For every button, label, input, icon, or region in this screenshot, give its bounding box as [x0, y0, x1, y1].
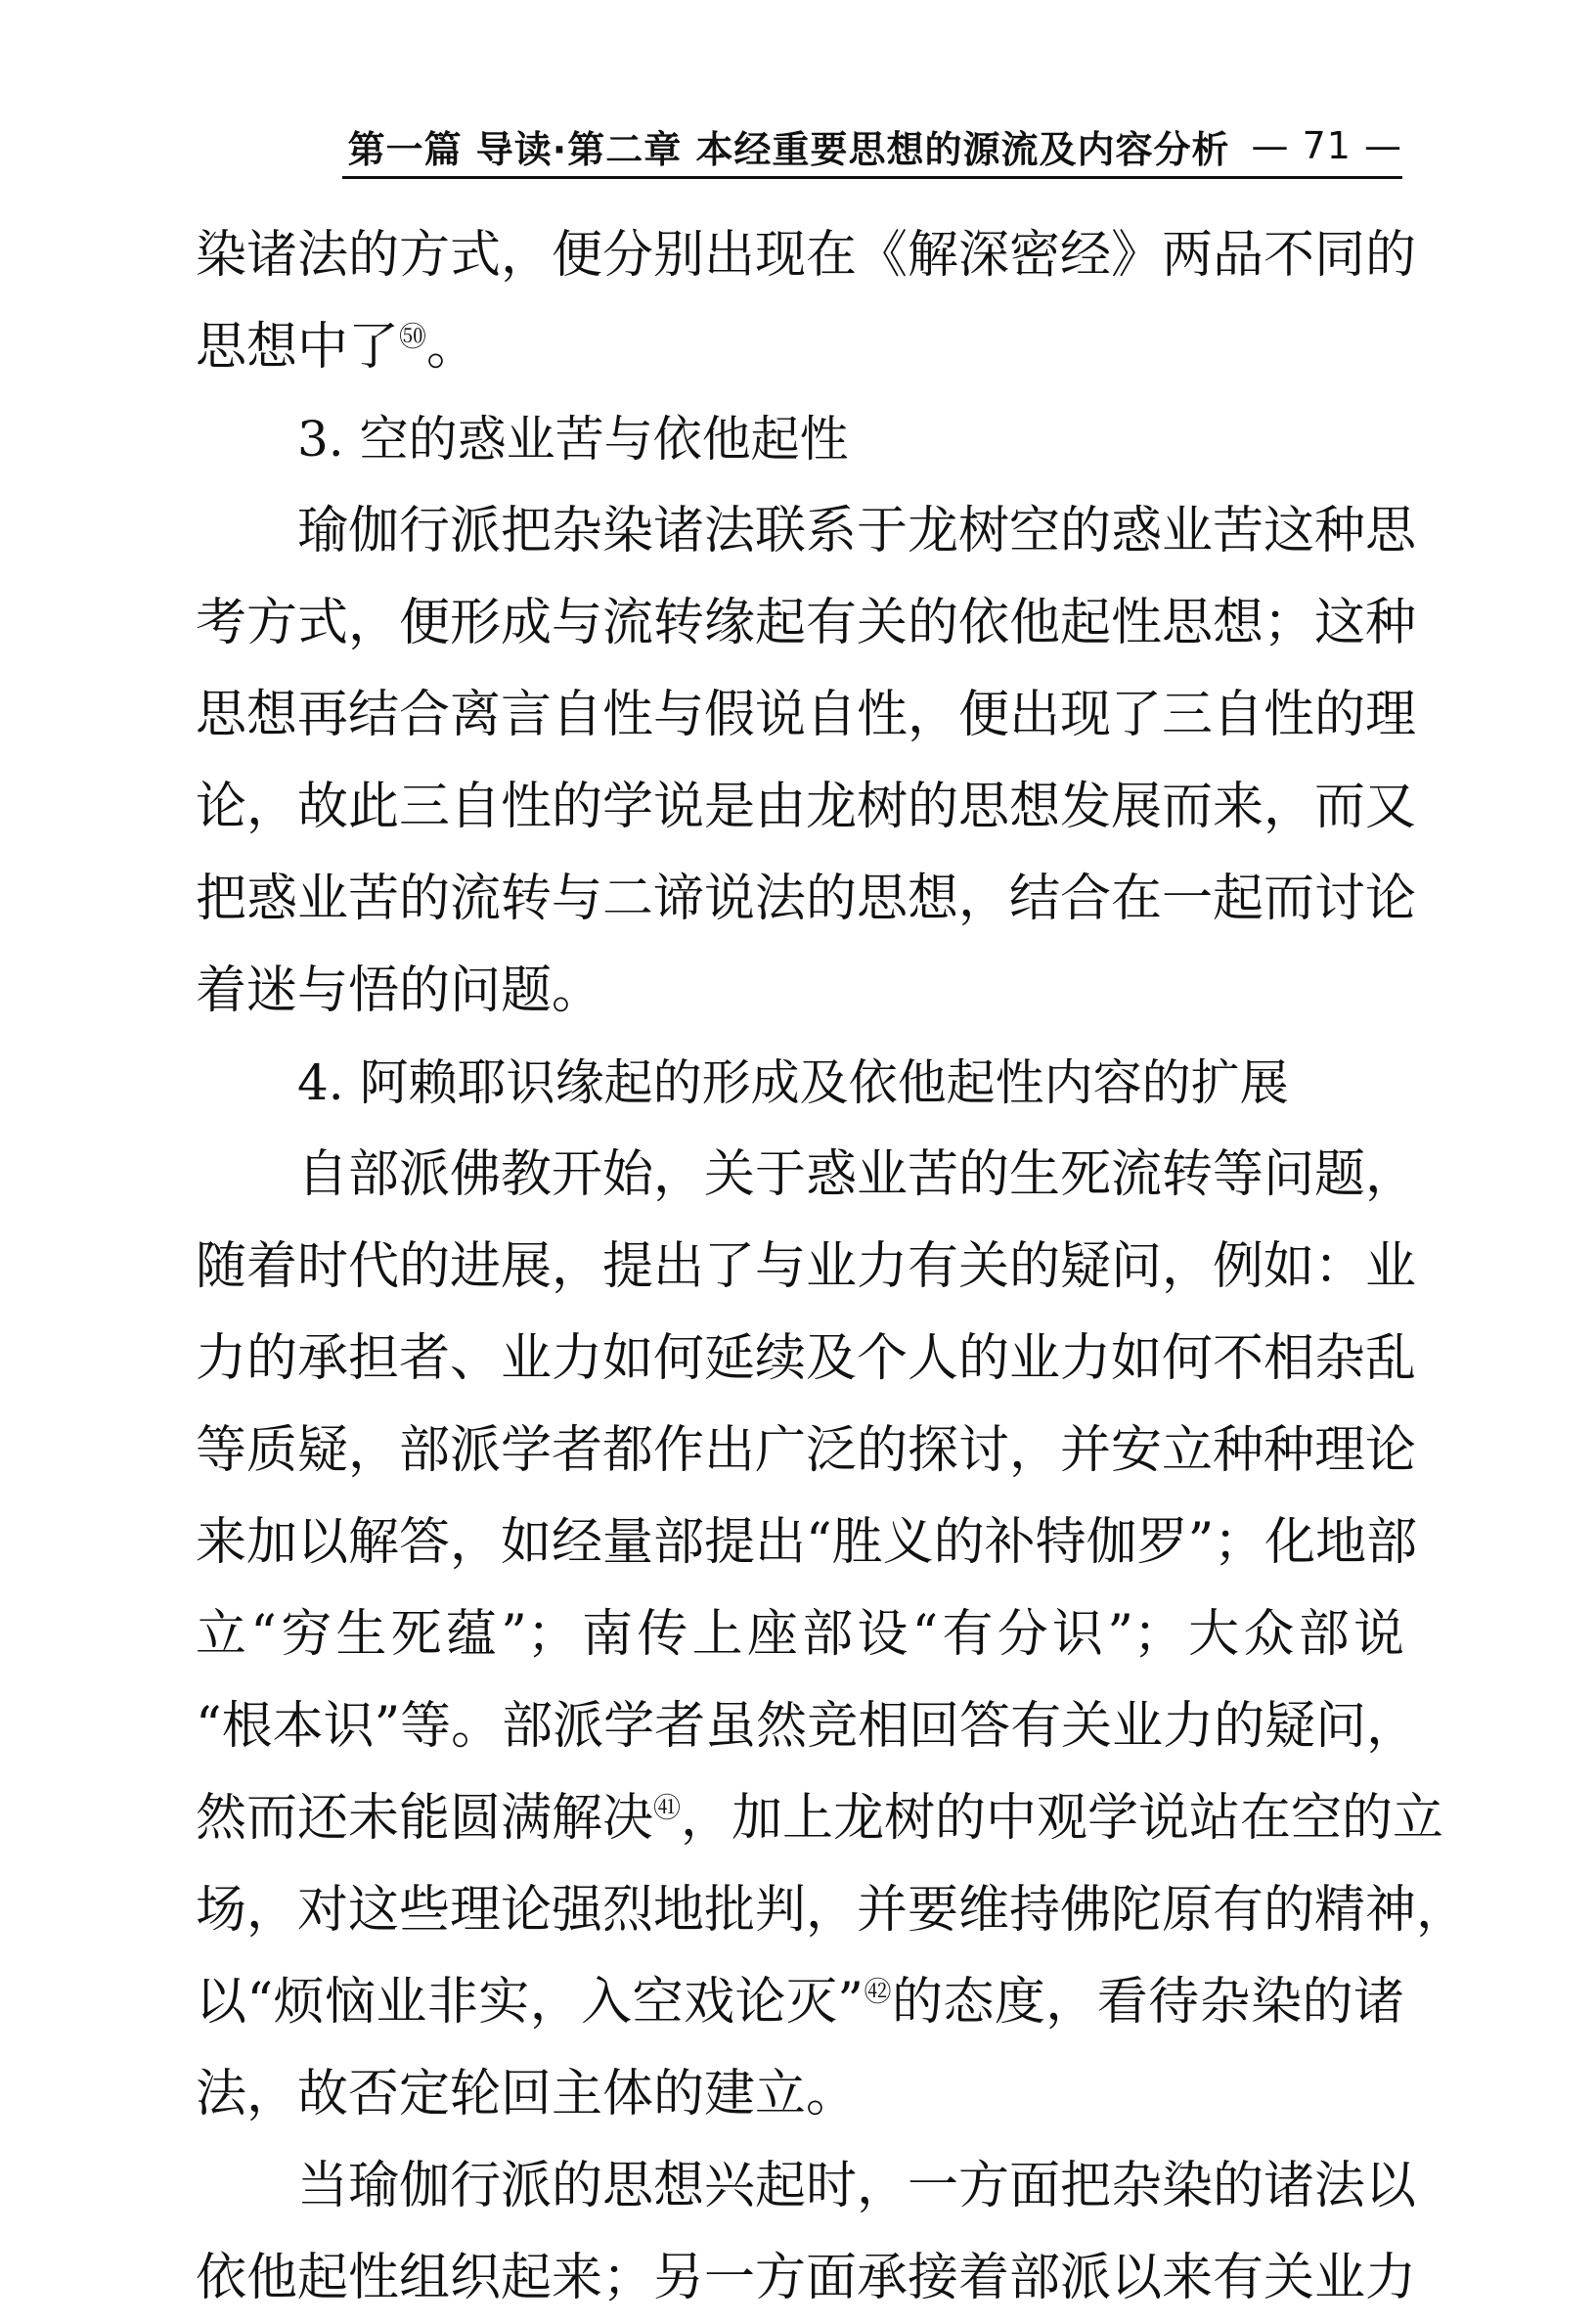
section-heading: 4. 阿赖耶识缘起的形成及依他起性内容的扩展: [297, 1054, 1289, 1111]
page-number: — 71 —: [1251, 124, 1402, 167]
text-line: 立“穷生死蕴”；南传上座部设“有分识”；大众部说: [196, 1605, 1404, 1664]
text-line: 场，对这些理论强烈地批判，并要维持佛陀原有的精神，: [196, 1881, 1468, 1940]
text-line: 自部派佛教开始，关于惑业苦的生死流转等问题，: [297, 1145, 1417, 1204]
footnote-marker: ㊶: [653, 1791, 682, 1824]
text-line: 依他起性组织起来；另一方面承接着部派以来有关业力: [196, 2249, 1417, 2307]
running-header-title: 第一篇 导读·第二章 本经重要思想的源流及内容分析: [347, 127, 1230, 171]
text-line: “根本识”等。部派学者虽然竞相回答有关业力的疑问，: [196, 1697, 1418, 1756]
header-rule: [342, 176, 1402, 179]
text-line: 瑜伽行派把杂染诸法联系于龙树空的惑业苦这种思: [297, 502, 1417, 560]
text-line: 然而还未能圆满解决$^㊶$，加上龙树的中观学说站在空的立: [196, 1789, 1444, 1848]
running-header: [342, 115, 1402, 176]
text-line: 来加以解答，如经量部提出“胜义的补特伽罗”；化地部: [196, 1513, 1418, 1572]
body-text: [196, 209, 1468, 2324]
text-line: 考方式，便形成与流转缘起有关的依他起性思想；这种: [196, 594, 1417, 652]
text-line: 思想中了$^㊿$。: [196, 318, 478, 377]
text-line: 以“烦恼业非实，入空戏论灭”$^㊷$的态度，看待杂染的诸: [196, 1973, 1404, 2032]
text-line: 染诸法的方式，便分别出现在《解深密经》两品不同的: [196, 226, 1417, 285]
text-line: 等质疑，部派学者都作出广泛的探讨，并安立种种理论: [196, 1421, 1417, 1480]
text-line: 把惑业苦的流转与二谛说法的思想，结合在一起而讨论: [196, 870, 1417, 928]
text-line: 法，故否定轮回主体的建立。: [196, 2065, 858, 2123]
text-line: 随着时代的进展，提出了与业力有关的疑问，例如：业: [196, 1237, 1417, 1296]
text-line: 当瑜伽行派的思想兴起时，一方面把杂染的诸法以: [297, 2157, 1417, 2215]
text-line: 论，故此三自性的学说是由龙树的思想发展而来，而又: [196, 778, 1417, 836]
text-line: 着迷与悟的问题。: [196, 961, 603, 1020]
footnote-marker: ㊷: [864, 1975, 892, 2008]
text-line: 力的承担者、业力如何延续及个人的业力如何不相杂乱: [196, 1329, 1417, 1388]
footnote-marker: ㊿: [399, 320, 427, 353]
text-line: 思想再结合离言自性与假说自性，便出现了三自性的理: [196, 686, 1417, 744]
section-heading: 3. 空的惑业苦与依他起性: [297, 411, 849, 468]
